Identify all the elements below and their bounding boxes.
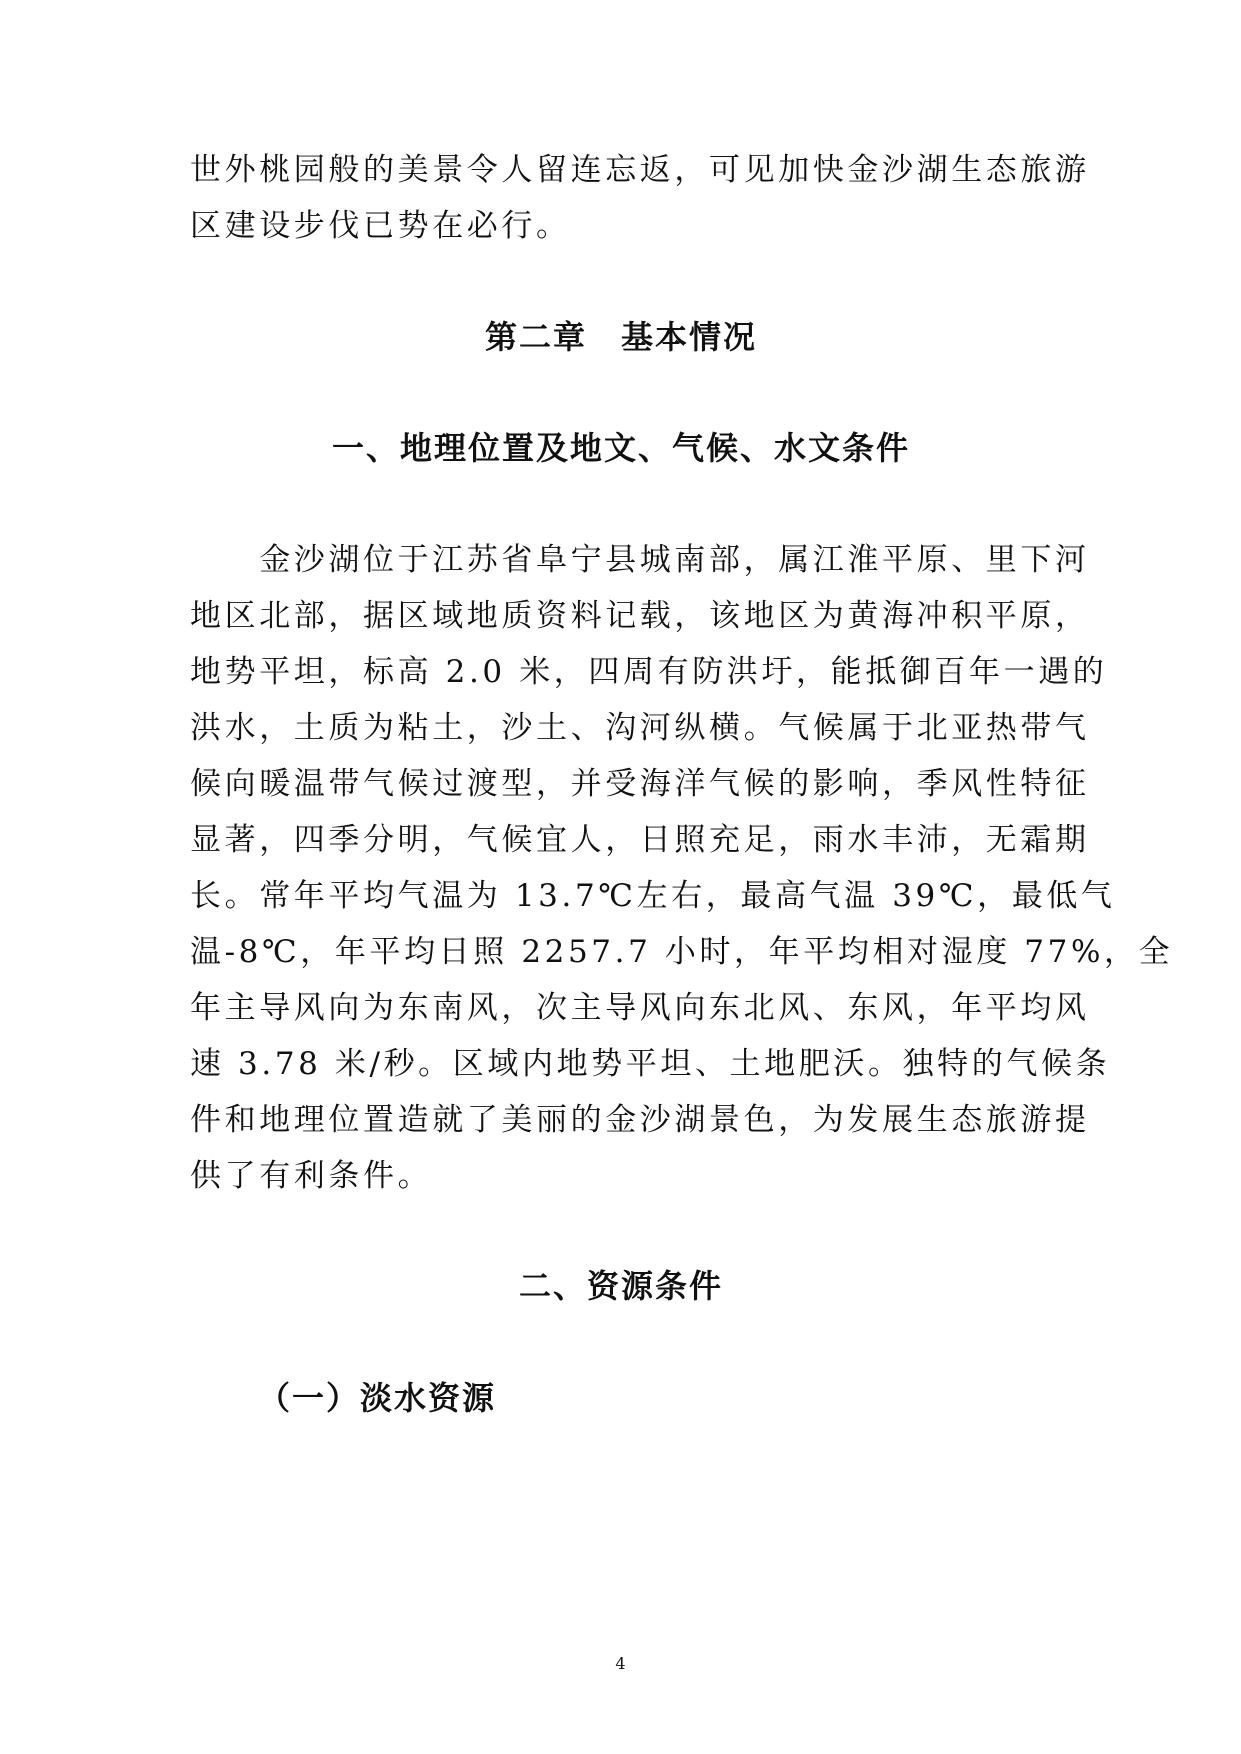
paragraph-line-12: 供了有利条件。 [190, 1158, 433, 1194]
chapter-title: 第二章 基本情况 [484, 318, 757, 356]
paragraph-line-11: 件和地理位置造就了美丽的金沙湖景色，为发展生态旅游提 [190, 1102, 1090, 1138]
paragraph-line-10: 速 3.78 米/秒。区域内地势平坦、土地肥沃。独特的气候条 [190, 1046, 1111, 1082]
paragraph-line-2: 地区北部，据区域地质资料记载，该地区为黄海冲积平原， [190, 598, 1090, 634]
intro-paragraph-line-1: 世外桃园般的美景令人留连忘返，可见加快金沙湖生态旅游 [190, 152, 1090, 188]
section-heading-geography: 一、地理位置及地文、气候、水文条件 [331, 429, 910, 467]
paragraph-line-9: 年主导风向为东南风，次主导风向东北风、东风，年平均风 [190, 990, 1090, 1026]
paragraph-line-4: 洪水，土质为粘土，沙土、沟河纵横。气候属于北亚热带气 [190, 710, 1090, 746]
paragraph-line-3: 地势平坦，标高 2.0 米，四周有防洪圩，能抵御百年一遇的 [190, 654, 1108, 690]
page-number: 4 [615, 1654, 626, 1673]
paragraph-line-7: 长。常年平均气温为 13.7℃左右，最高气温 39℃，最低气 [190, 878, 1116, 914]
paragraph-line-1: 金沙湖位于江苏省阜宁县城南部，属江淮平原、里下河 [190, 542, 1090, 578]
section-heading-resources: 二、资源条件 [518, 1267, 723, 1305]
intro-paragraph-line-2: 区建设步伐已势在必行。 [190, 208, 571, 244]
paragraph-line-6: 显著，四季分明，气候宜人，日照充足，雨水丰沛，无霜期 [190, 822, 1090, 858]
paragraph-line-5: 候向暖温带气候过渡型，并受海洋气候的影响，季风性特征 [190, 766, 1090, 802]
subsection-heading-freshwater: （一）淡水资源 [258, 1379, 497, 1417]
paragraph-line-8: 温-8℃，年平均日照 2257.7 小时，年平均相对湿度 77%，全 [190, 934, 1174, 970]
